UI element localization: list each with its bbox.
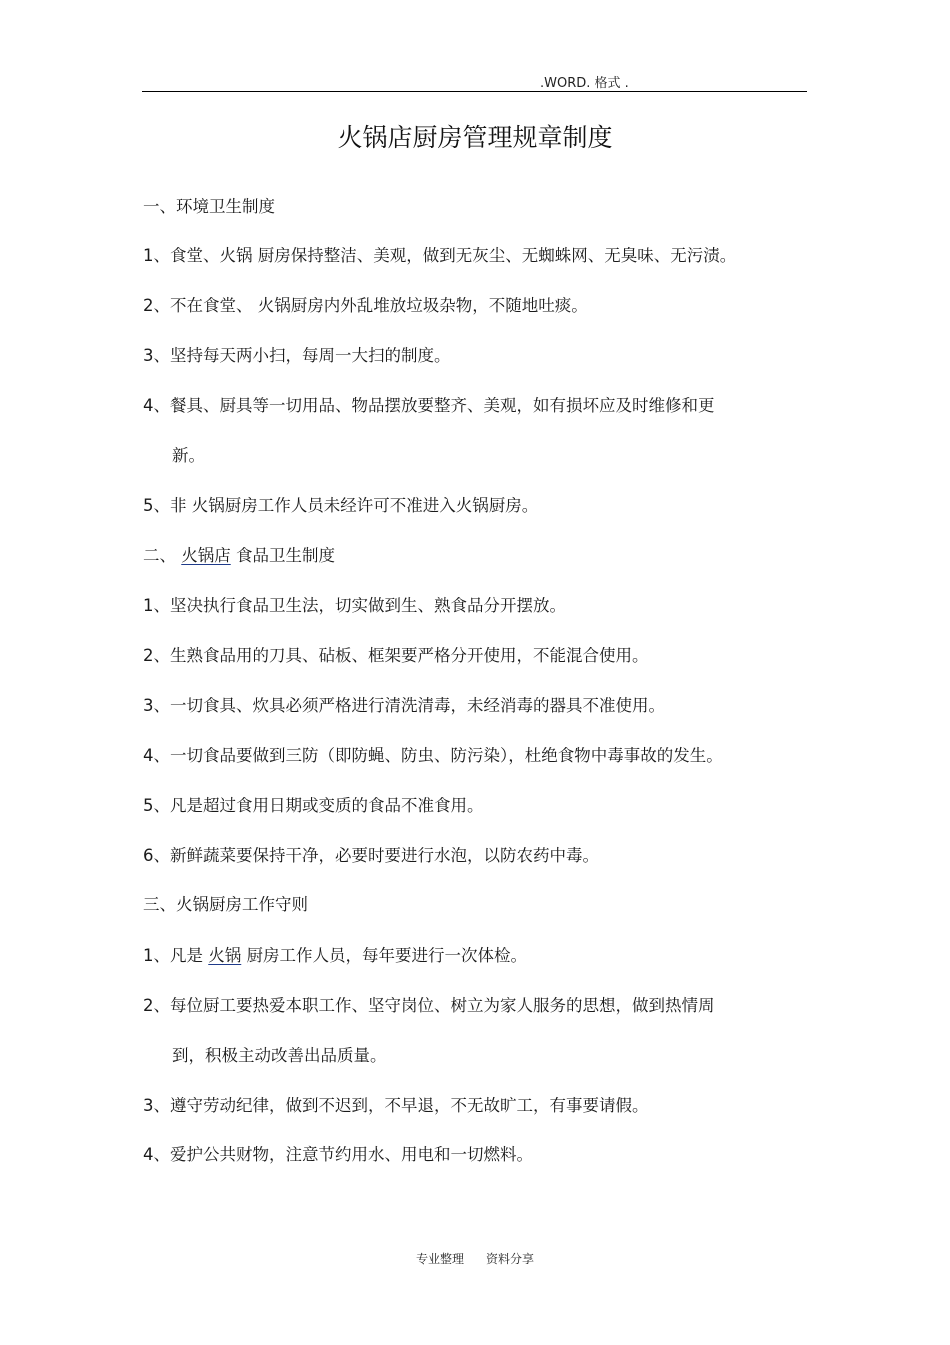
list-item: 3、遵守劳动纪律，做到不迟到，不早退，不无故旷工，有事要请假。 — [143, 1096, 649, 1115]
list-item-prefix: 1、凡是 — [143, 946, 209, 965]
footer-right-text: 资料分享 — [486, 1252, 535, 1266]
hotpot-link[interactable]: 火锅 — [208, 946, 242, 965]
list-item: 5、非 火锅厨房工作人员未经许可不准进入火锅厨房。 — [143, 496, 539, 515]
section-heading-food-hygiene — [143, 544, 335, 568]
list-item: 1、坚决执行食品卫生法，切实做到生、熟食品分开摆放。 — [143, 596, 566, 615]
section-heading-work-rules: 三、火锅厨房工作守则 — [143, 895, 308, 914]
list-item: 4、餐具、厨具等一切用品、物品摆放要整齐、美观，如有损坏应及时维修和更 — [143, 396, 715, 415]
list-item: 6、新鲜蔬菜要保持干净，必要时要进行水泡，以防农药中毒。 — [143, 846, 599, 865]
list-item-continuation: 新。 — [172, 446, 205, 465]
list-item: 5、凡是超过食用日期或变质的食品不准食用。 — [143, 796, 484, 815]
section-heading-environment: 一、环境卫生制度 — [143, 197, 275, 216]
page-header-text: .WORD. 格式 . — [540, 76, 629, 91]
section-heading-suffix: 食品卫生制度 — [230, 546, 335, 565]
list-item — [143, 944, 527, 968]
list-item-continuation: 到，积极主动改善出品质量。 — [172, 1046, 387, 1065]
list-item: 4、一切食品要做到三防（即防蝇、防虫、防污染），杜绝食物中毒事故的发生。 — [143, 746, 723, 765]
hotpot-store-link[interactable]: 火锅店 — [181, 546, 231, 565]
list-item: 2、每位厨工要热爱本职工作、坚守岗位、树立为家人服务的思想，做到热情周 — [143, 996, 715, 1015]
section-heading-prefix: 二、 — [143, 546, 182, 565]
list-item: 4、爱护公共财物，注意节约用水、用电和一切燃料。 — [143, 1145, 533, 1164]
list-item: 1、食堂、火锅 厨房保持整洁、美观，做到无灰尘、无蜘蛛网、无臭味、无污渍。 — [143, 246, 737, 265]
page-footer — [0, 1250, 950, 1267]
header-rule — [142, 91, 807, 92]
list-item: 3、坚持每天两小扫，每周一大扫的制度。 — [143, 346, 451, 365]
footer-left-text: 专业整理 — [415, 1252, 464, 1266]
document-title: 火锅店厨房管理规章制度 — [337, 123, 613, 152]
list-item-suffix: 厨房工作人员，每年要进行一次体检。 — [241, 946, 527, 965]
list-item: 2、生熟食品用的刀具、砧板、框架要严格分开使用，不能混合使用。 — [143, 646, 649, 665]
list-item: 2、不在食堂、 火锅厨房内外乱堆放垃圾杂物，不随地吐痰。 — [143, 296, 588, 315]
list-item: 3、一切食具、炊具必须严格进行清洗清毒，未经消毒的器具不准使用。 — [143, 696, 665, 715]
